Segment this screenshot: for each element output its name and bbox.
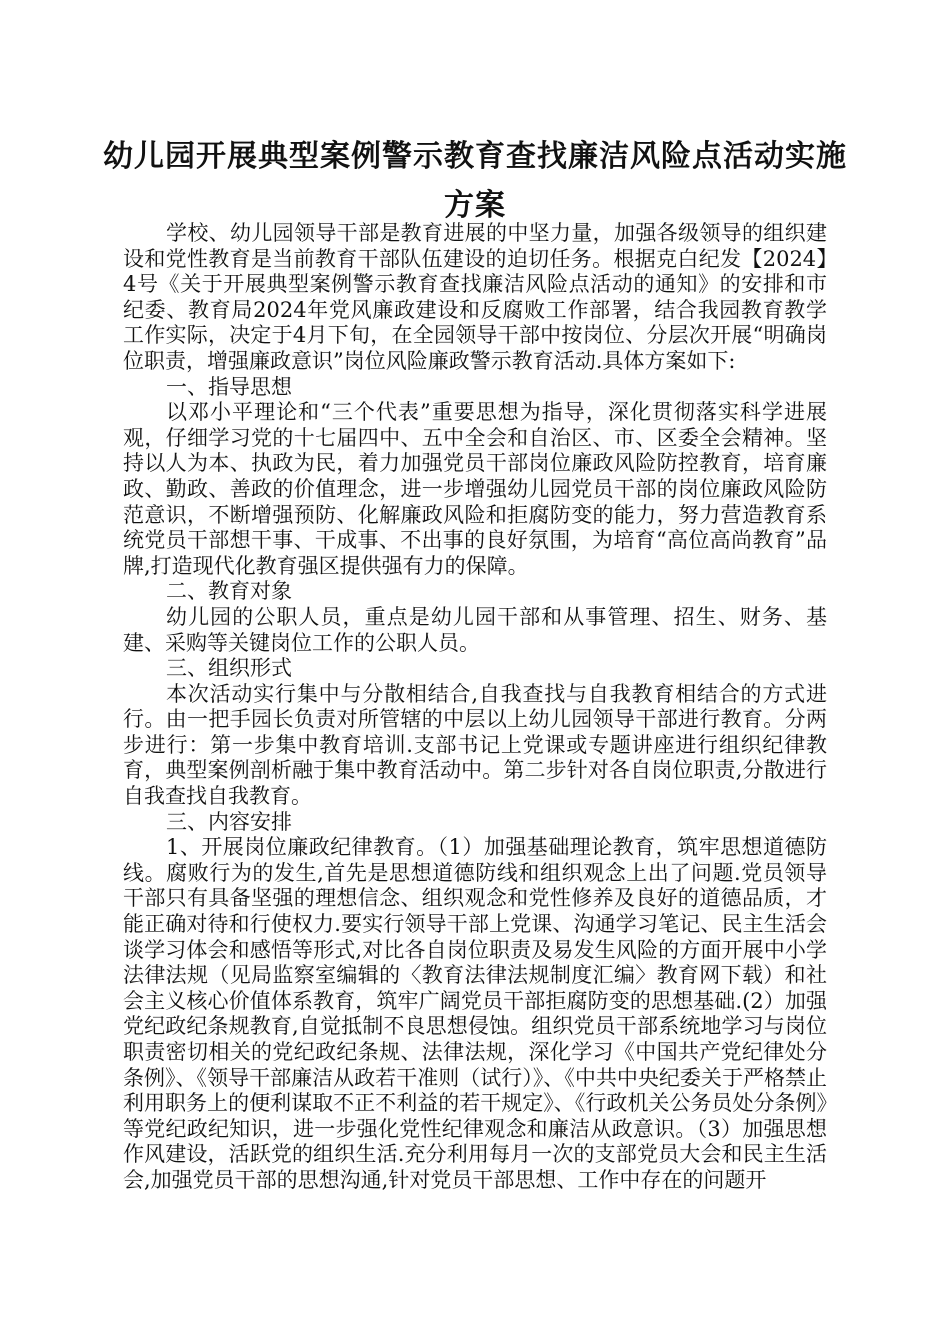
section-heading-content-arrangement: 三、内容安排 xyxy=(166,809,292,834)
section-paragraph-education-targets: 幼儿园的公职人员，重点是幼儿园干部和从事管理、招生、财务、基建、采购等关键岗位工作的公职人员。 xyxy=(123,604,827,655)
intro-paragraph: 学校、幼儿园领导干部是教育进展的中坚力量，加强各级领导的组织建设和党性教育是当前教育干部队伍建设的迫切任务。根据克白纪发【2024】4号《关于开展典型案例警示教育查找廉洁风险点活动的通知》的安排和市纪委、教育局2024年党风廉政建设和反腐败工作部署，结合我园教育教学工作实际，决定于4月下旬，在全园领导干部中按岗位、分层次开展“明确岗位职责，增强廉政意识”岗位风险廉政警示教育活动.具体方案如下: xyxy=(123,221,827,373)
section-paragraph-organization-form: 本次活动实行集中与分散相结合,自我查找与自我教育相结合的方式进行。由一把手园长负责对所管辖的中层以上幼儿园领导干部进行教育。分两步进行：第一步集中教育培训.支部书记上党课或专题讲座进行组织纪律教育，典型案例剖析融于集中教育活动中。第二步针对各自岗位职责,分散进行自我查找自我教育。 xyxy=(123,681,827,809)
document-body xyxy=(123,221,827,1194)
document-title-line-1: 幼儿园开展典型案例警示教育查找廉洁风险点活动实施 xyxy=(103,139,847,174)
section-paragraph-guiding-ideology: 以邓小平理论和“三个代表”重要思想为指导，深化贯彻落实科学进展观，仔细学习党的十七届四中、五中全会和自治区、市、区委全会精神。坚持以人为本、执政为民，着力加强党员干部岗位廉政风险防控教育，培育廉政、勤政、善政的价值理念，进一步增强幼儿园党员干部的岗位廉政风险防范意识，不断增强预防、化解廉政风险和拒腐防变的能力，努力营造教育系统党员干部想干事、干成事、不出事的良好氛围，为培育“高位高尚教育”品牌,打造现代化教育强区提供强有力的保障。 xyxy=(123,400,827,578)
section-heading-organization-form: 三、组织形式 xyxy=(166,656,292,681)
section-paragraph-content-arrangement: 1、开展岗位廉政纪律教育。（1）加强基础理论教育，筑牢思想道德防线。腐败行为的发生,首先是思想道德防线和组织观念上出了问题.党员领导干部只有具备坚强的理想信念、组织观念和党性修养及良好的道德品质，才能正确对待和行使权力.要实行领导干部上党课、沟通学习笔记、民主生活会谈学习体会和感悟等形式,对比各自岗位职责及易发生风险的方面开展中小学法律法规（见局监察室编辑的〈教育法律法规制度汇编〉教育网下载）和社会主义核心价值体系教育，筑牢广阔党员干部拒腐防变的思想基础.(2）加强党纪政纪条规教育,自觉抵制不良思想侵蚀。组织党员干部系统地学习与岗位职责密切相关的党纪政纪条规、法律法规，深化学习《中国共产党纪律处分条例》、《领导干部廉洁从政若干准则（试行）》、《中共中央纪委关于严格禁止利用职务上的便利谋取不正不利益的若干规定》、《行政机关公务员处分条例》等党纪政纪知识，进一步强化党性纪律观念和廉洁从政意识。（3）加强思想作风建设，活跃党的组织生活.充分利用每月一次的支部党员大会和民主生活会,加强党员干部的思想沟通,针对党员干部思想、工作中存在的问题开 xyxy=(123,835,827,1192)
document-title-line-2: 方案 xyxy=(444,188,506,223)
section-heading-education-targets: 二、教育对象 xyxy=(166,579,292,604)
section-heading-guiding-ideology: 一、指导思想 xyxy=(166,374,292,399)
